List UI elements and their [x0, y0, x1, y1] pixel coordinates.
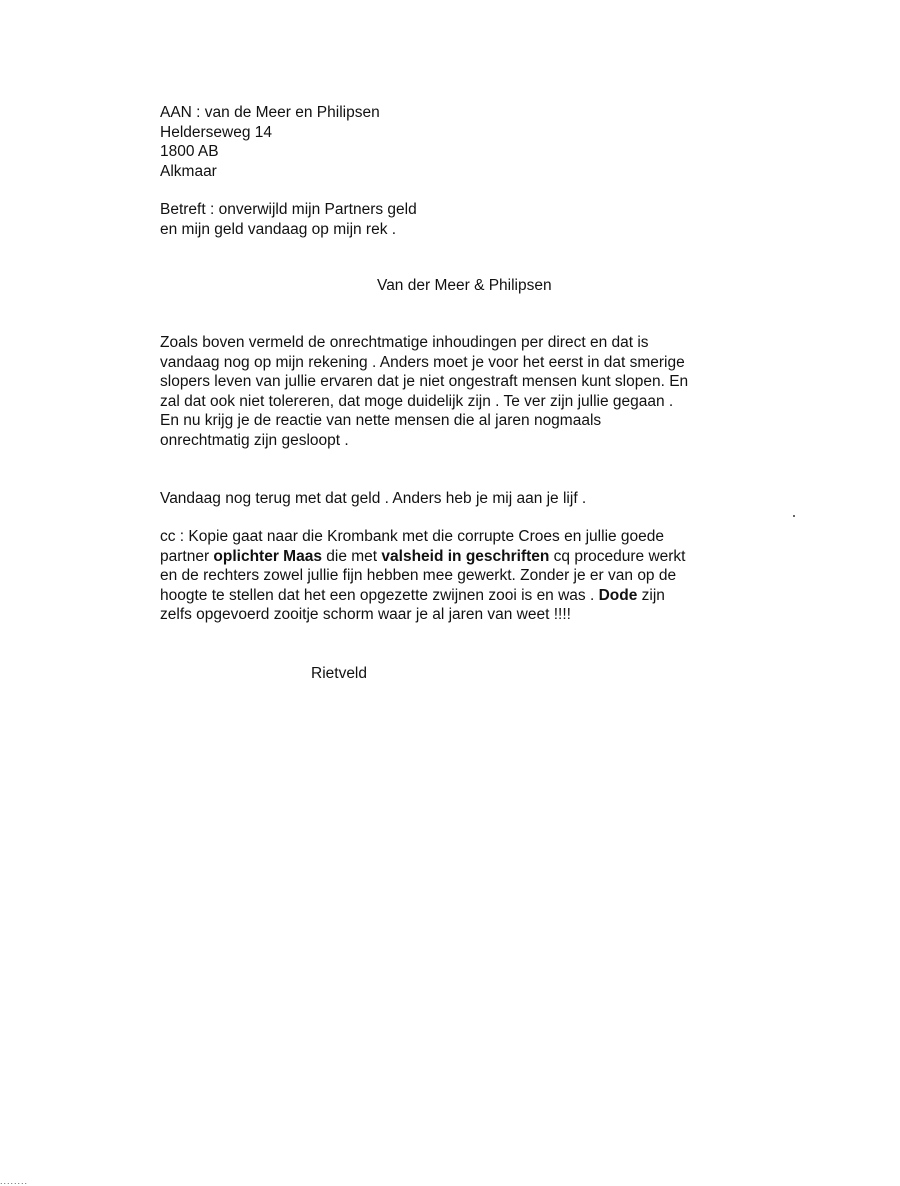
cc-text: cq procedure werkt: [549, 547, 686, 565]
cc-line-5: zelfs opgevoerd zooitje schorm waar je al jaren van weet !!!!: [160, 606, 571, 623]
cc-line-2: [160, 547, 686, 567]
subject-line-1: Betreft : onverwijld mijn Partners geld: [160, 201, 417, 218]
body-paragraph-1: [160, 333, 688, 450]
address-line-recipient: AAN : van de Meer en Philipsen: [160, 104, 380, 121]
paragraph-line: slopers leven van jullie ervaren dat je niet ongestraft mensen kunt slopen. En: [160, 373, 689, 390]
cc-paragraph: [160, 527, 686, 625]
paragraph-line: vandaag nog op mijn rekening . Anders moet je voor het eerst in dat smerige: [160, 353, 685, 371]
scan-speck: [793, 515, 795, 517]
paragraph-line: onrechtmatig zijn gesloopt .: [160, 431, 349, 449]
subject-line-2: en mijn geld vandaag op mijn rek .: [160, 220, 397, 238]
recipient-address: [160, 103, 380, 181]
letter-heading: Van der Meer & Philipsen: [377, 277, 552, 294]
paragraph-line: En nu krijg je de reactie van nette mensen die al jaren nogmaals: [160, 412, 602, 429]
cc-line-3: en de rechters zowel jullie fijn hebben mee gewerkt. Zonder je er van op de: [160, 567, 677, 584]
signature-name: Rietveld: [311, 665, 367, 682]
cc-text: die met: [321, 547, 382, 565]
cc-text: partner: [160, 547, 214, 565]
cc-text: hoogte te stellen dat het een opgezette zwijnen zooi is en was .: [160, 586, 599, 604]
footer-dots: ........: [0, 1176, 29, 1186]
cc-line-1: cc : Kopie gaat naar die Krombank met die corrupte Croes en jullie goede: [160, 528, 665, 545]
cc-bold-text: Dode: [598, 586, 638, 604]
demand-line: Vandaag nog terug met dat geld . Anders heb je mij aan je lijf .: [160, 490, 587, 507]
cc-line-4: [160, 586, 686, 606]
paragraph-line: zal dat ook niet tolereren, dat moge duidelijk zijn . Te ver zijn jullie gegaan .: [160, 392, 674, 410]
cc-bold-text: valsheid in geschriften: [381, 547, 550, 565]
cc-bold-text: oplichter Maas: [213, 547, 322, 565]
subject-block: [160, 200, 417, 239]
address-line-postcode: 1800 AB: [160, 143, 219, 160]
paragraph-line: Zoals boven vermeld de onrechtmatige inhoudingen per direct en dat is: [160, 334, 649, 351]
address-line-street: Helderseweg 14: [160, 123, 273, 141]
address-line-city: Alkmaar: [160, 162, 217, 180]
cc-text: zijn: [637, 586, 665, 604]
